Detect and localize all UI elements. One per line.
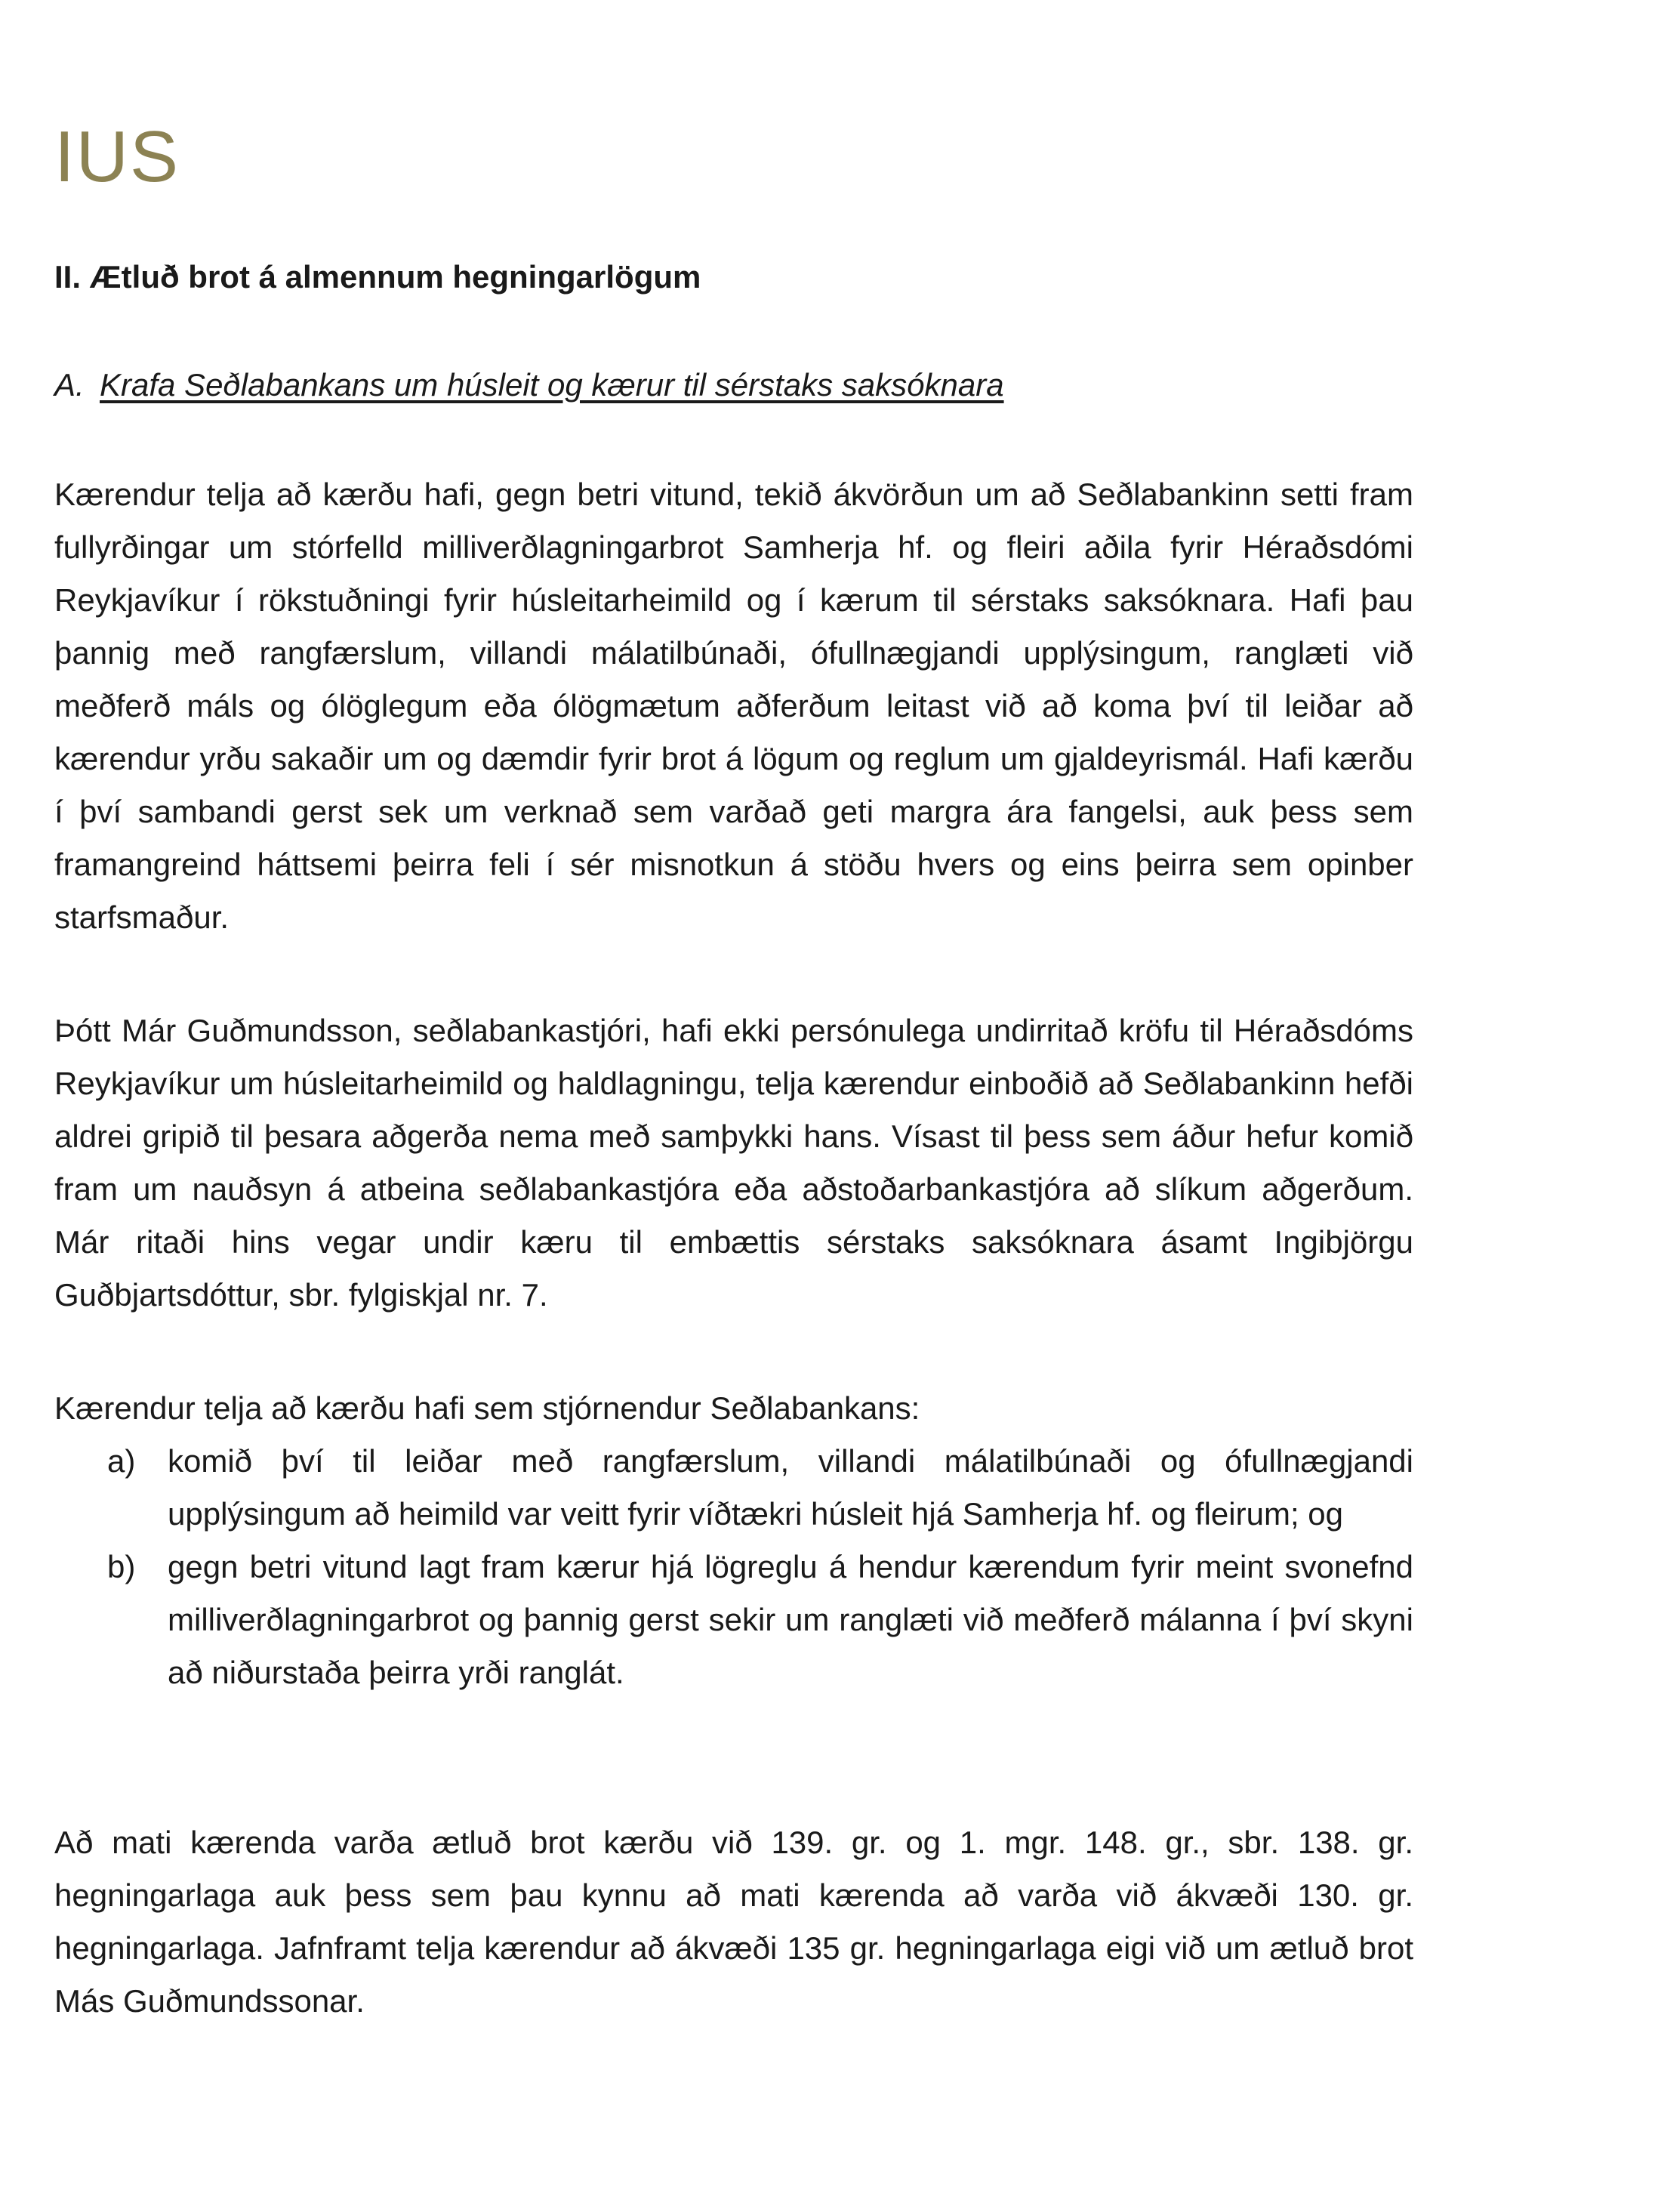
ius-logo: IUS [54,116,180,197]
list-text-b: gegn betri vitund lagt fram kærur hjá lögreglu á hendur kærendum fyrir meint svonefnd milliverðlagningarbrot og þannig gerst sekir um ranglæti við meðferð málanna í því skyni að niðurstaða þeirra yrði ranglát. [168,1549,1413,1690]
list-marker-b: b) [107,1549,136,1584]
list-marker-a: a) [107,1443,136,1479]
list-item-b [107,1541,1413,1699]
list-item-a [107,1435,1413,1541]
subsection-title: Krafa Seðlabankans um húsleit og kærur til sérstaks saksóknara [100,367,1004,403]
paragraph-1: Kærendur telja að kærðu hafi, gegn betri vitund, tekið ákvörðun um að Seðlabankinn setti fram fullyrðingar um stórfelld milliverðlagningarbrot Samherja hf. og fleiri aðila fyrir Héraðsdómi Reykjavíkur í rökstuðningi fyrir húsleitarheimild og í kærum til sérstaks saksóknara. Hafi þau þannig með rangfærslum, villandi málatilbúnaði, ófullnægjandi upplýsingum, ranglæti við meðferð máls og ólöglegum eða ólögmætum aðferðum leitast við að koma því til leiðar að kærendur yrðu sakaðir um og dæmdir fyrir brot á lögum og reglum um gjaldeyrismál. Hafi kærðu í því sambandi gerst sek um verknað sem varðað geti margra ára fangelsi, auk þess sem framangreind háttsemi þeirra feli í sér misnotkun á stöðu hvers og eins þeirra sem opinber starfsmaður. [54,477,1413,935]
subsection-heading [54,366,1004,404]
paragraph-4: Að mati kærenda varða ætluð brot kærðu við 139. gr. og 1. mgr. 148. gr., sbr. 138. gr. hegningarlaga auk þess sem þau kynnu að mati kærenda að varða við ákvæði 130. gr. hegningarlaga. Jafnframt telja kærendur að ákvæði 135 gr. hegningarlaga eigi við um ætluð brot Más Guðmundssonar. [54,1825,1413,2019]
paragraph-2: Þótt Már Guðmundsson, seðlabankastjóri, hafi ekki persónulega undirritað kröfu til Héraðsdóms Reykjavíkur um húsleitarheimild og haldlagningu, telja kærendur einboðið að Seðlabankinn hefði aldrei gripið til þesara aðgerða nema með samþykki hans. Vísast til þess sem áður hefur komið fram um nauðsyn á atbeina seðlabankastjóra eða aðstoðarbankastjóra að slíkum aðgerðum. Már ritaði hins vegar undir kæru til embættis sérstaks saksóknara ásamt Ingibjörgu Guðbjartsdóttur, sbr. fylgiskjal nr. 7. [54,1013,1413,1313]
subsection-number: A. [54,367,85,403]
paragraph-3: Kærendur telja að kærðu hafi sem stjórnendur Seðlabankans: [54,1390,920,1426]
list-text-a: komið því til leiðar með rangfærslum, villandi málatilbúnaði og ófullnægjandi upplýsingum að heimild var veitt fyrir víðtækri húsleit hjá Samherja hf. og fleirum; og [168,1443,1413,1532]
section-heading: II. Ætluð brot á almennum hegningarlögum [54,259,701,295]
allegations-list [107,1435,1413,1699]
